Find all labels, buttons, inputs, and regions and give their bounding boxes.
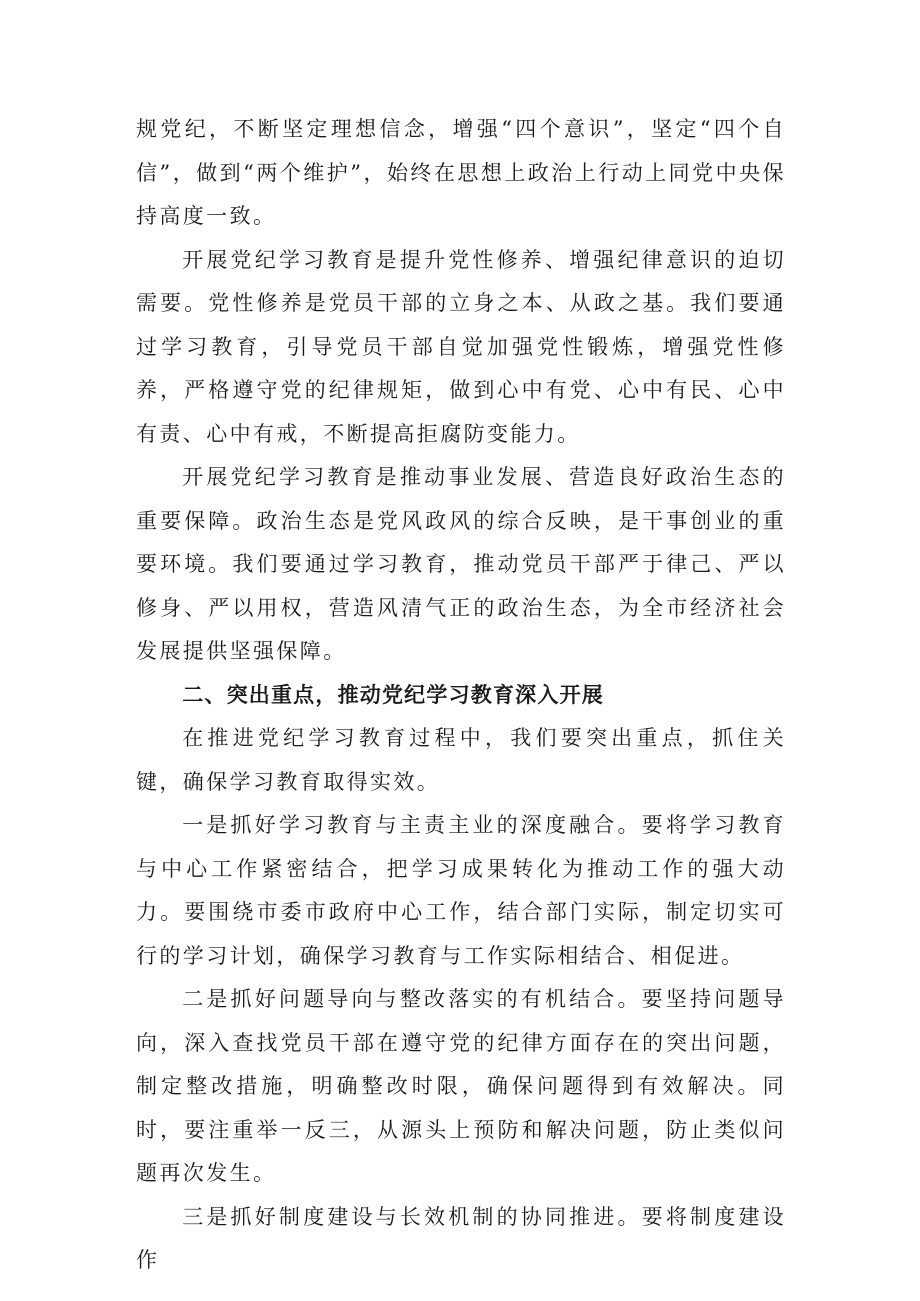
paragraph-point-three: 三是抓好制度建设与长效机制的协同推进。要将制度建设作 <box>136 1204 786 1272</box>
paragraph-continued: 规党纪，不断坚定理想信念，增强“四个意识”，坚定“四个自信”，做到“两个维护”，始终在思想上政治上行动上同党中央保持高度一致。 <box>136 117 786 228</box>
paragraph-section-intro: 在推进党纪学习教育过程中，我们要突出重点，抓住关键，确保学习教育取得实效。 <box>136 726 786 794</box>
document-page <box>136 108 786 1283</box>
paragraph-political-ecology: 开展党纪学习教育是推动事业发展、营造良好政治生态的重要保障。政治生态是党风政风的综合反映，是干事创业的重要环境。我们要通过学习教育，推动党员干部严于律己、严以修身、严以用权，营造风清气正的政治生态，为全市经济社会发展提供坚强保障。 <box>136 465 786 663</box>
paragraph-party-cultivation: 开展党纪学习教育是提升党性修养、增强纪律意识的迫切需要。党性修养是党员干部的立身之本、从政之基。我们要通过学习教育，引导党员干部自觉加强党性锻炼，增强党性修养，严格遵守党的纪律规矩，做到心中有党、心中有民、心中有责、心中有戒，不断提高拒腐防变能力。 <box>136 247 786 446</box>
section-heading: 二、突出重点，推动党纪学习教育深入开展 <box>182 682 604 707</box>
paragraph-point-one: 一是抓好学习教育与主责主业的深度融合。要将学习教育与中心工作紧密结合，把学习成果转化为推动工作的强大动力。要围绕市委市政府中心工作，结合部门实际，制定切实可行的学习计划，确保学习教育与工作实际相结合、相促进。 <box>136 813 786 968</box>
paragraph-point-two: 二是抓好问题导向与整改落实的有机结合。要坚持问题导向，深入查找党员干部在遵守党的纪律方面存在的突出问题，制定整改措施，明确整改时限，确保问题得到有效解决。同时，要注重举一反三，从源头上预防和解决问题，防止类似问题再次发生。 <box>136 987 786 1185</box>
